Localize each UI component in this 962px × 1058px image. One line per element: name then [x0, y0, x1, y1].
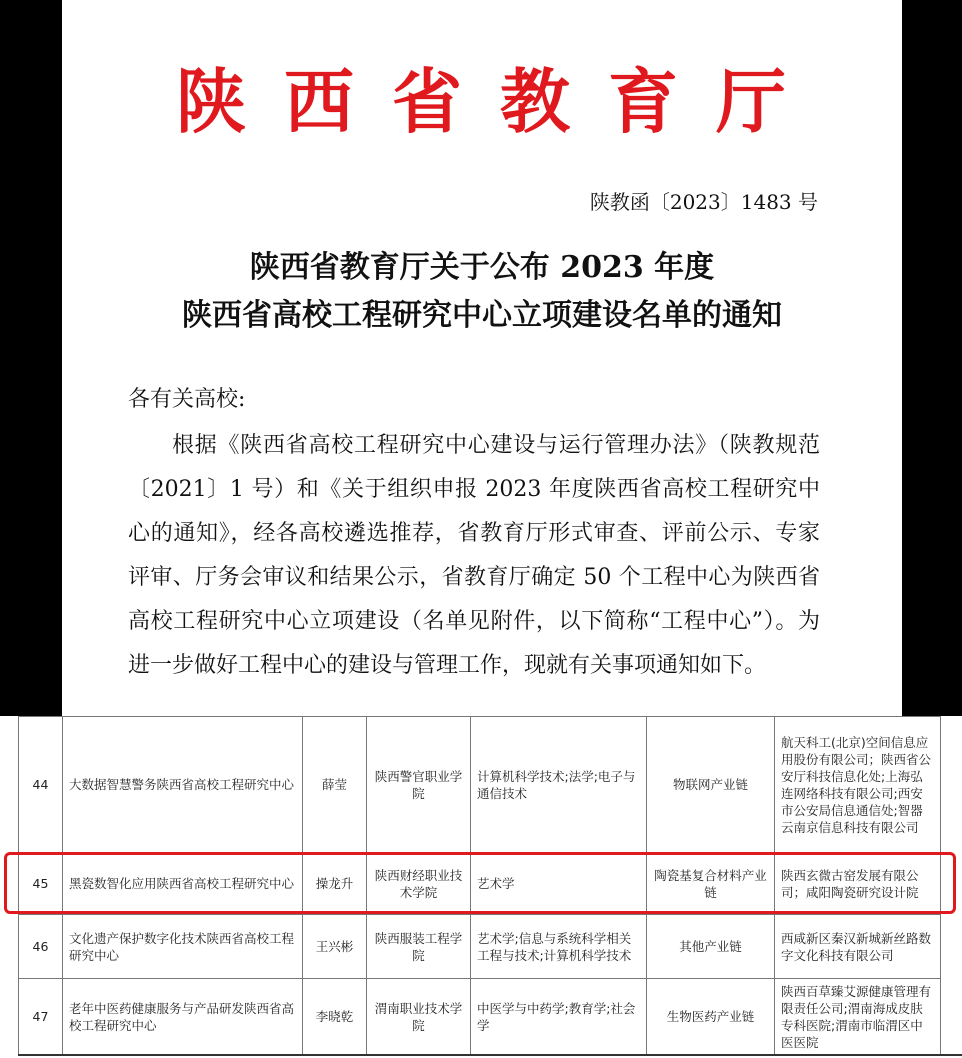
cell-center-name: 大数据智慧警务陕西省高校工程研究中心: [63, 717, 303, 853]
agency-header: 陕西省教育厅: [176, 60, 824, 143]
document-number: 陕教函〔2023〕1483 号: [589, 190, 818, 214]
cell-partners: 航天科工(北京)空间信息应用股份有限公司；陕西省公安厅科技信息化处;上海弘连网络科技有限公司;西安市公安局信息通信处;智器云南京信息科技有限公司: [775, 717, 941, 853]
cell-school: 陕西服装工程学院: [367, 915, 471, 979]
cell-no: 47: [19, 979, 63, 1055]
cell-no: 46: [19, 915, 63, 979]
cell-partners: 西咸新区秦汉新城新丝路数字文化科技有限公司: [775, 915, 941, 979]
engineering-center-table: [18, 716, 941, 1055]
body-paragraph: 根据《陕西省高校工程研究中心建设与运行管理办法》（陕教规范〔2021〕1 号）和《关于组织申报 2023 年度陕西省高校工程研究中心的通知》，经各高校遴选推荐，省教育厅形式审查、评前公示、专家评审、厅务会审议和结果公示，省教育厅确定 50 个工程中心为陕西省高校工程研究中心立项建设（名单见附件，以下简称“工程中心”）。为进一步做好工程中心的建设与管理工作，现就有关事项通知如下。: [128, 433, 820, 678]
notice-title-line1: 陕西省教育厅关于公布 2023 年度: [249, 250, 715, 285]
notice-title-line2: 陕西省高校工程研究中心立项建设名单的通知: [182, 298, 782, 333]
cell-leader: 王兴彬: [303, 915, 367, 979]
cell-discipline: 中医学与中药学;教育学;社会学: [471, 979, 647, 1055]
cell-school: 陕西财经职业技术学院: [367, 853, 471, 915]
cell-discipline: 艺术学;信息与系统科学相关工程与技术;计算机科学技术: [471, 915, 647, 979]
cell-leader: 李晓乾: [303, 979, 367, 1055]
salutation: 各有关高校:: [128, 387, 246, 412]
cell-discipline: 计算机科学技术;法学;电子与通信技术: [471, 717, 647, 853]
cell-leader: 操龙升: [303, 853, 367, 915]
notice-document: [62, 0, 902, 716]
cell-industry-chain: 生物医药产业链: [647, 979, 775, 1055]
cell-center-name: 老年中医药健康服务与产品研发陕西省高校工程研究中心: [63, 979, 303, 1055]
list-table-section: [0, 716, 962, 1058]
cell-partners: 陕西玄微古窑发展有限公司；咸阳陶瓷研究设计院: [775, 853, 941, 915]
cell-center-name: 黑瓷数智化应用陕西省高校工程研究中心: [63, 853, 303, 915]
table-row: [19, 853, 941, 915]
cell-discipline: 艺术学: [471, 853, 647, 915]
cell-school: 渭南职业技术学院: [367, 979, 471, 1055]
cell-school: 陕西警官职业学院: [367, 717, 471, 853]
cell-no: 45: [19, 853, 63, 915]
cell-industry-chain: 其他产业链: [647, 915, 775, 979]
table-row: [19, 979, 941, 1055]
cell-industry-chain: 物联网产业链: [647, 717, 775, 853]
table-row: [19, 717, 941, 853]
cell-industry-chain: 陶瓷基复合材料产业链: [647, 853, 775, 915]
cell-no: 44: [19, 717, 63, 853]
table-row: [19, 915, 941, 979]
cell-leader: 薛莹: [303, 717, 367, 853]
table-bottom-rule: [18, 1054, 962, 1056]
cell-center-name: 文化遗产保护数字化技术陕西省高校工程研究中心: [63, 915, 303, 979]
cell-partners: 陕西百草臻艾源健康管理有限责任公司;渭南海成皮肤专科医院;渭南市临渭区中医医院: [775, 979, 941, 1055]
